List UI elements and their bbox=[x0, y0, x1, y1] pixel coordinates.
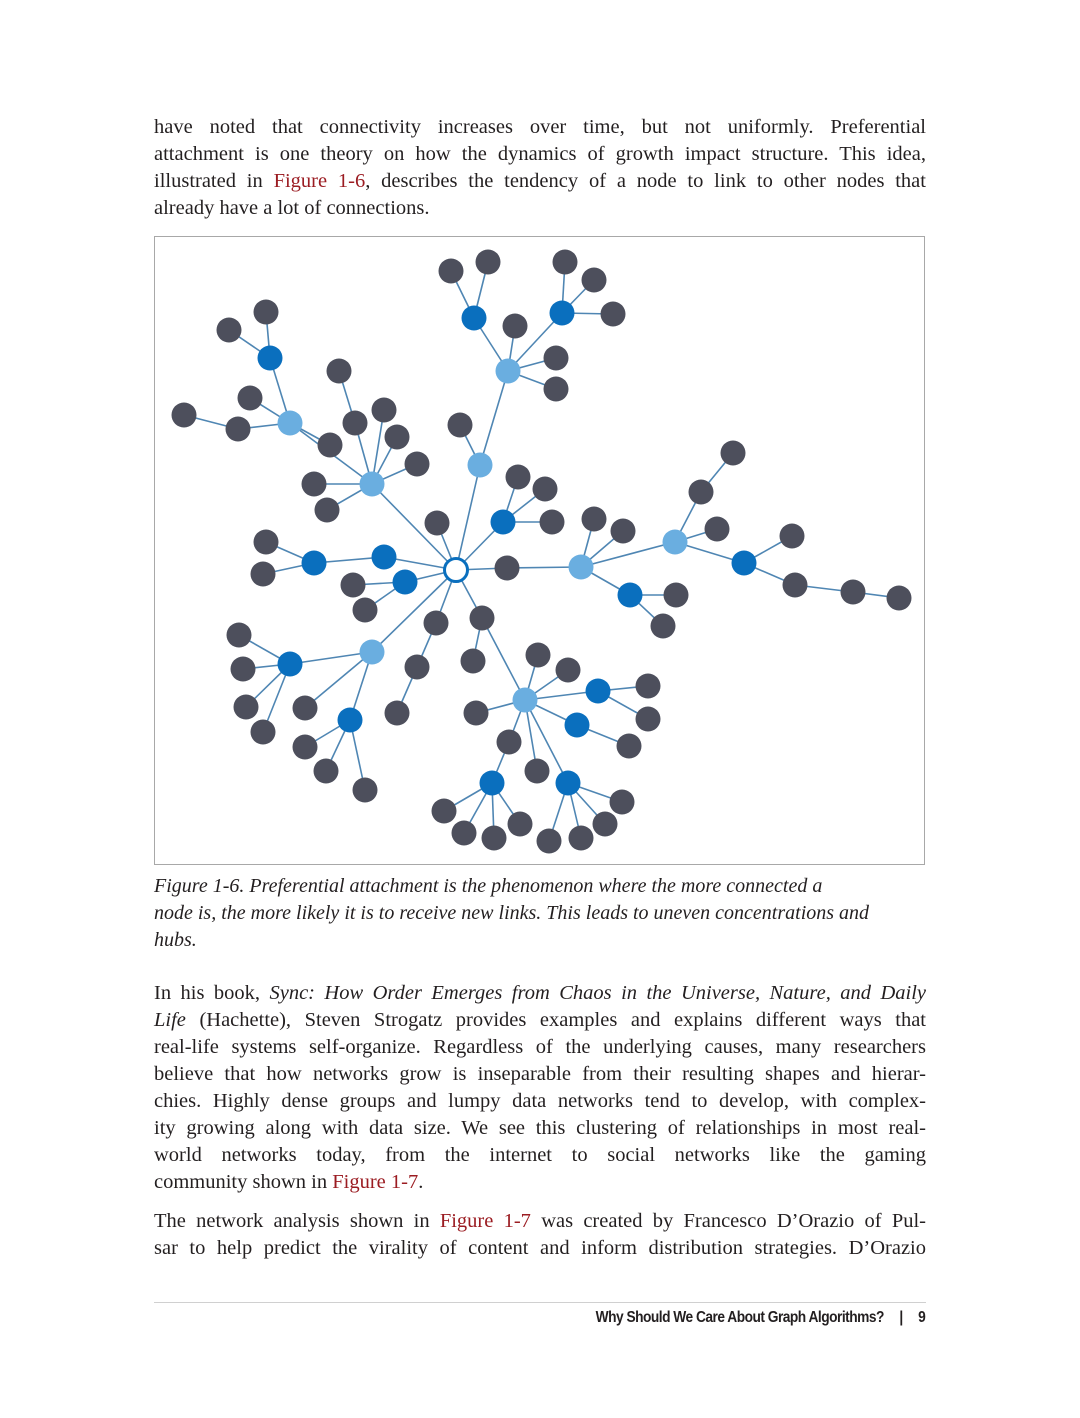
footer-separator: | bbox=[899, 1309, 903, 1326]
text-line: real-life systems self-organize. Regardless of the underlying causes, many researchers bbox=[154, 1036, 926, 1058]
paragraph-preferential-attachment bbox=[154, 114, 926, 222]
caption-line: node is, the more likely it is to receive new links. This leads to uneven concentrations and bbox=[154, 902, 870, 924]
text-line: already have a lot of connections. bbox=[154, 197, 430, 219]
paragraph-strogatz-sync bbox=[154, 980, 926, 1196]
text-line: ity growing along with data size. We see this clustering of relationships in most real- bbox=[154, 1117, 926, 1139]
text-span: In his book, bbox=[154, 982, 270, 1004]
text-span: , describes the tendency of a node to link to other nodes that bbox=[365, 170, 926, 192]
text-span: The network analysis shown in bbox=[154, 1210, 440, 1232]
figure-caption bbox=[154, 873, 926, 954]
text-line: sar to help predict the virality of content and inform distribution strategies. D’Orazio bbox=[154, 1237, 926, 1259]
leaf-nodes bbox=[172, 250, 912, 854]
text-line bbox=[154, 168, 926, 195]
text-line: world networks today, from the internet to social networks like the gaming bbox=[154, 1144, 926, 1166]
text-line bbox=[154, 1208, 926, 1235]
preferential-attachment-graph bbox=[154, 236, 927, 867]
book-title: Sync: How Order Emerges from Chaos in the Universe, Nature, and Daily bbox=[269, 982, 927, 1004]
figure-1-6-link[interactable]: Figure 1-6 bbox=[273, 170, 366, 192]
text-line: chies. Highly dense groups and lumpy data networks tend to develop, with complex- bbox=[154, 1090, 926, 1112]
page-footer bbox=[595, 1309, 925, 1327]
figure-1-7-link[interactable]: Figure 1-7 bbox=[439, 1210, 531, 1232]
text-line bbox=[154, 1007, 926, 1034]
graph-edges bbox=[184, 262, 899, 841]
text-span: . bbox=[418, 1171, 424, 1193]
running-chapter-title: Why Should We Care About Graph Algorithms? bbox=[595, 1309, 884, 1326]
page-number: 9 bbox=[917, 1309, 925, 1326]
text-span: (Hachette), Steven Strogatz provides examples and explains different ways that bbox=[185, 1009, 926, 1031]
text-line bbox=[154, 980, 926, 1007]
book-title: Life bbox=[154, 1009, 186, 1031]
caption-line: Figure 1-6. Preferential attachment is the phenomenon where the more connected a bbox=[154, 875, 823, 897]
caption-line: hubs. bbox=[154, 929, 197, 951]
paragraph-dorazio-pulsar bbox=[154, 1208, 926, 1262]
text-line bbox=[154, 1169, 926, 1196]
text-span: illustrated in bbox=[154, 170, 274, 192]
text-line: attachment is one theory on how the dynamics of growth impact structure. This idea, bbox=[154, 143, 926, 165]
text-line: believe that how networks grow is inseparable from their resulting shapes and hierar- bbox=[154, 1063, 926, 1085]
text-line: have noted that connectivity increases over time, but not uniformly. Preferential bbox=[154, 116, 926, 138]
text-span: community shown in bbox=[154, 1171, 333, 1193]
central-hub-node bbox=[445, 559, 468, 582]
figure-1-6-network-diagram bbox=[154, 236, 925, 865]
text-span: was created by Francesco D’Orazio of Pul- bbox=[530, 1210, 926, 1232]
figure-1-7-link[interactable]: Figure 1-7 bbox=[332, 1171, 419, 1193]
footer-divider bbox=[154, 1302, 926, 1303]
